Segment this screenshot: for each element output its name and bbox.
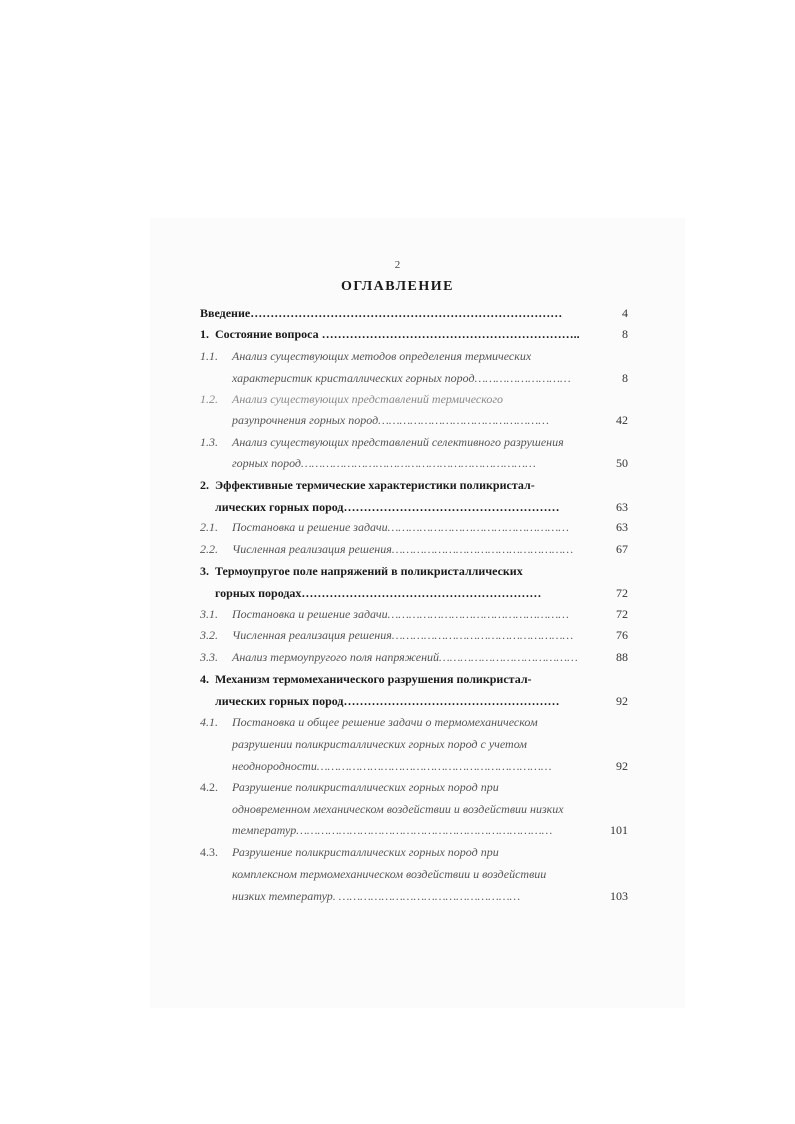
toc-entry-number: 4. bbox=[200, 672, 209, 686]
toc-entry-text: лических горных пород……………………………………………… bbox=[215, 500, 560, 514]
toc-entry-page: 76 bbox=[616, 628, 628, 642]
toc-entry-text: горных пород………………………………………………………… bbox=[232, 456, 536, 470]
toc-entry-text: комплексном термомеханическом воздействии и воздействии bbox=[232, 867, 547, 881]
toc-entry-text: Численная реализация решения…………………………………………… bbox=[232, 542, 574, 556]
toc-entry-text: Анализ термоупругого поля напряжений………………………………… bbox=[232, 650, 578, 664]
toc-entry-text: Введение…………………………………………………………………… bbox=[200, 306, 563, 320]
toc-entry-chapter-4-cont bbox=[200, 691, 595, 711]
toc-entry-section-1-2 bbox=[200, 389, 595, 409]
toc-entry-number: 1. bbox=[200, 327, 209, 341]
toc-entry-section-4-3-cont bbox=[200, 864, 595, 884]
toc-entry-text: одновременном механическом воздействии и воздействии низких bbox=[232, 802, 564, 816]
toc-title: ОГЛАВЛЕНИЕ bbox=[341, 279, 454, 294]
toc-entry-text: Постановка и общее решение задачи о термомеханическом bbox=[232, 715, 538, 729]
toc-entry-section-1-3-cont bbox=[200, 453, 595, 473]
toc-entry-chapter-1 bbox=[200, 324, 595, 344]
toc-entry-page: 50 bbox=[616, 456, 628, 470]
toc-entry-number: 4.3. bbox=[200, 845, 218, 859]
toc-entry-number: 2.1. bbox=[200, 520, 218, 534]
toc-entry-chapter-3 bbox=[200, 561, 595, 581]
toc-entry-number: 1.2. bbox=[200, 392, 218, 406]
toc-entry-text: Анализ существующих представлений термического bbox=[232, 392, 504, 406]
toc-entry-number: 1.3. bbox=[200, 435, 218, 449]
toc-entry-text: Разрушение поликристаллических горных пород при bbox=[232, 780, 499, 794]
toc-entry-section-3-1 bbox=[200, 604, 595, 624]
toc-entry-section-3-3 bbox=[200, 647, 595, 667]
toc-entry-number: 3. bbox=[200, 564, 209, 578]
toc-entry-text: характеристик кристаллических горных пород……………………… bbox=[232, 371, 571, 385]
toc-entry-page: 92 bbox=[616, 694, 628, 708]
toc-entry-section-3-2 bbox=[200, 625, 595, 645]
toc-entry-section-4-2-cont bbox=[200, 799, 595, 819]
toc-entry-section-4-1-cont bbox=[200, 734, 595, 754]
toc-entry-page: 4 bbox=[622, 306, 628, 320]
toc-entry-text: Анализ существующих представлений селективного разрушения bbox=[232, 435, 564, 449]
toc-entry-number: 3.3. bbox=[200, 650, 218, 664]
toc-entry-page: 72 bbox=[616, 607, 628, 621]
toc-entry-page: 103 bbox=[610, 889, 628, 903]
toc-entry-chapter-4 bbox=[200, 669, 595, 689]
toc-entry-text: неоднородности………………………………………………………… bbox=[232, 759, 552, 773]
toc-entry-page: 63 bbox=[616, 520, 628, 534]
toc-entry-section-1-3 bbox=[200, 432, 595, 452]
toc-entry-text: Постановка и решение задачи…………………………………………… bbox=[232, 607, 569, 621]
toc-entry-text: Постановка и решение задачи…………………………………………… bbox=[232, 520, 569, 534]
toc-entry-chapter-3-cont bbox=[200, 583, 595, 603]
toc-entry-page: 101 bbox=[610, 823, 628, 837]
toc-entry-page: 63 bbox=[616, 500, 628, 514]
toc-entry-number: 2. bbox=[200, 478, 209, 492]
toc-entry-section-2-2 bbox=[200, 539, 595, 559]
toc-entry-section-4-3-cont bbox=[200, 886, 595, 906]
toc-entry-section-1-1-cont bbox=[200, 368, 595, 388]
toc-entry-number: 4.1. bbox=[200, 715, 218, 729]
toc-entry-text: Численная реализация решения…………………………………………… bbox=[232, 628, 574, 642]
toc-entry-text: разупрочнения горных пород………………………………………… bbox=[232, 413, 549, 427]
toc-entry-section-2-1 bbox=[200, 517, 595, 537]
toc-entry-section-4-3 bbox=[200, 842, 595, 862]
toc-entry-text: Эффективные термические характеристики поликристал- bbox=[215, 478, 535, 492]
toc-entry-page: 72 bbox=[616, 586, 628, 600]
toc-entry-text: температур……………………………………………………………… bbox=[232, 823, 553, 837]
toc-entry-number: 3.2. bbox=[200, 628, 218, 642]
toc-entry-text: Анализ существующих методов определения термических bbox=[232, 349, 532, 363]
toc-entry-page: 42 bbox=[616, 413, 628, 427]
toc-entry-text: лических горных пород……………………………………………… bbox=[215, 694, 560, 708]
toc-entry-section-1-2-cont bbox=[200, 410, 595, 430]
toc-entry-page: 8 bbox=[622, 327, 628, 341]
toc-entry-section-4-1-cont bbox=[200, 756, 595, 776]
toc-entry-page: 92 bbox=[616, 759, 628, 773]
toc-entry-page: 88 bbox=[616, 650, 628, 664]
toc-entry-section-1-1 bbox=[200, 346, 595, 366]
toc-entry-section-4-2 bbox=[200, 777, 595, 797]
toc-entry-chapter-2-cont bbox=[200, 497, 595, 517]
toc-entry-number: 4.2. bbox=[200, 780, 218, 794]
toc-entry-introduction bbox=[200, 303, 595, 323]
page-number: 2 bbox=[394, 259, 401, 271]
toc-entry-page: 8 bbox=[622, 371, 628, 385]
toc-entry-text: разрушении поликристаллических горных пород с учетом bbox=[232, 737, 527, 751]
toc-entry-chapter-2 bbox=[200, 475, 595, 495]
toc-entry-text: Состояние вопроса ……………………………………………………….. bbox=[215, 327, 580, 341]
toc-entry-page: 67 bbox=[616, 542, 628, 556]
toc-entry-number: 2.2. bbox=[200, 542, 218, 556]
toc-entry-text: низких температур. …………………………………………… bbox=[232, 889, 521, 903]
toc-entry-text: Разрушение поликристаллических горных пород при bbox=[232, 845, 499, 859]
toc-entry-text: горных породах…………………………………………………… bbox=[215, 586, 542, 600]
toc-entry-number: 1.1. bbox=[200, 349, 218, 363]
toc-entry-text: Механизм термомеханического разрушения поликристал- bbox=[215, 672, 532, 686]
toc-entry-number: 3.1. bbox=[200, 607, 218, 621]
toc-entry-section-4-2-cont bbox=[200, 820, 595, 840]
toc-entry-text: Термоупругое поле напряжений в поликристаллических bbox=[215, 564, 523, 578]
toc-entry-section-4-1 bbox=[200, 712, 595, 732]
